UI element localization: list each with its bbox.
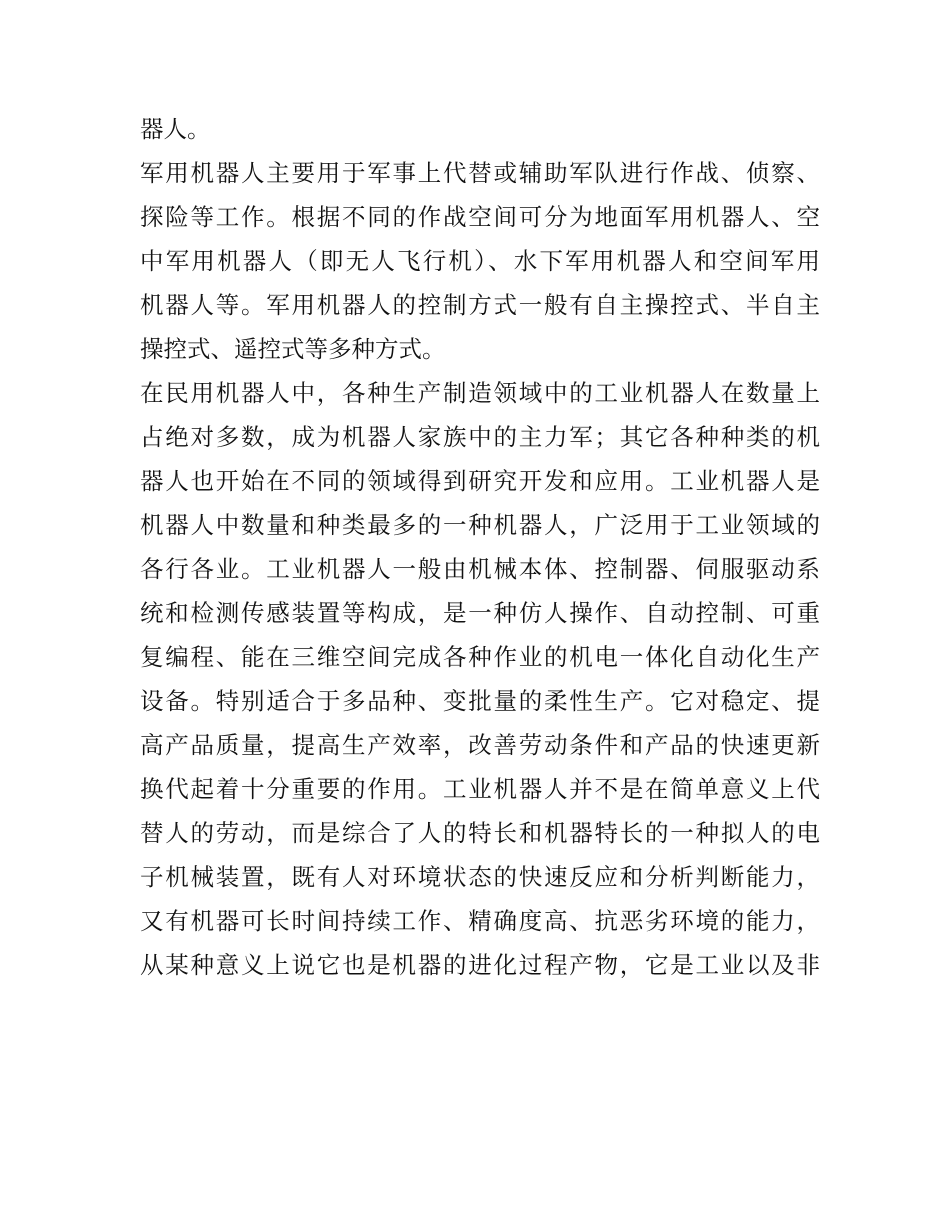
text-line: 统和检测传感装置等构成，是一种仿人操作、自动控制、可重 [140,599,820,627]
text-line: 在民用机器人中，各种生产制造领域中的工业机器人在数量上 [140,379,820,407]
text-line: 复编程、能在三维空间完成各种作业的机电一体化自动化生产 [140,643,820,671]
text-line: 器人也开始在不同的领域得到研究开发和应用。工业机器人是 [140,467,820,495]
text-line: 探险等工作。根据不同的作战空间可分为地面军用机器人、空 [140,203,820,231]
text-line: 机器人等。军用机器人的控制方式一般有自主操控式、半自主 [140,291,820,319]
text-line: 子机械装置，既有人对环境状态的快速反应和分析判断能力， [140,863,820,891]
text-line: 又有机器可长时间持续工作、精确度高、抗恶劣环境的能力， [140,907,820,935]
text-line: 机器人中数量和种类最多的一种机器人，广泛用于工业领域的 [140,511,820,539]
text-line: 占绝对多数，成为机器人家族中的主力军；其它各种种类的机 [140,423,820,451]
body-text [140,107,820,987]
text-line: 高产品质量，提高生产效率，改善劳动条件和产品的快速更新 [140,731,820,759]
text-line: 操控式、遥控式等多种方式。 [140,335,446,363]
text-line: 中军用机器人（即无人飞行机）、水下军用机器人和空间军用 [140,247,820,275]
text-line: 换代起着十分重要的作用。工业机器人并不是在简单意义上代 [140,775,820,803]
text-line: 军用机器人主要用于军事上代替或辅助军队进行作战、侦察、 [140,159,820,187]
text-line: 器人。 [140,115,211,143]
text-line: 各行各业。工业机器人一般由机械本体、控制器、伺服驱动系 [140,555,820,583]
text-line: 设备。特别适合于多品种、变批量的柔性生产。它对稳定、提 [140,687,820,715]
text-line: 替人的劳动，而是综合了人的特长和机器特长的一种拟人的电 [140,819,820,847]
text-line: 从某种意义上说它也是机器的进化过程产物，它是工业以及非 [140,951,820,979]
